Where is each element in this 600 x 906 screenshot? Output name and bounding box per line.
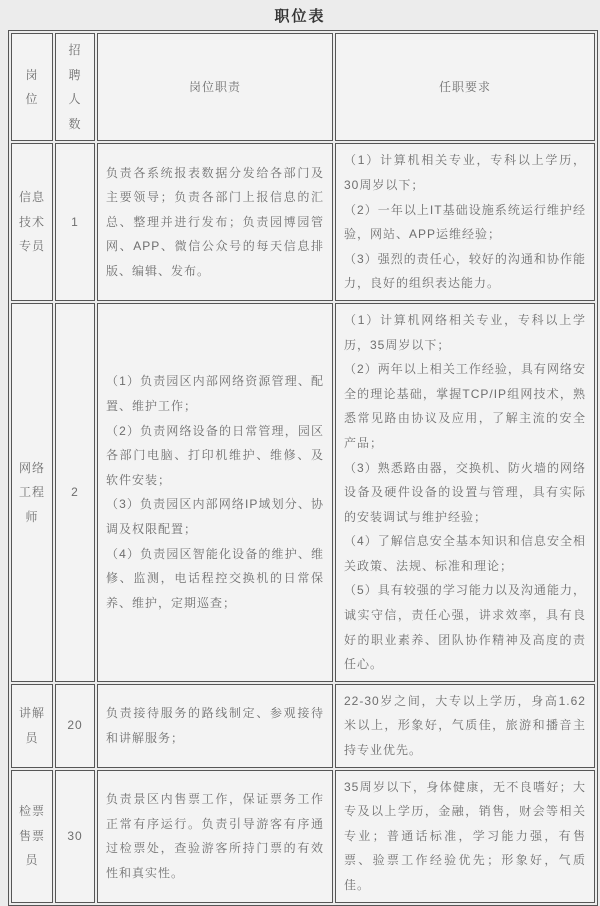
duties-cell: [97, 303, 333, 682]
requirement-paragraph: （4）了解信息安全基本知识和信息安全相关政策、法规、标准和理论；: [344, 534, 586, 573]
duty-paragraph: （1）负责园区内部网络资源管理、配置、维护工作；: [106, 374, 324, 414]
requirements-cell: [335, 143, 595, 301]
table-row: [11, 143, 595, 301]
requirement-paragraph: 22-30岁之间，大专以上学历，身高1.62米以上，形象好，气质佳，旅游和播音主持专业优先。: [344, 693, 586, 758]
duties-cell: [97, 684, 333, 768]
count-cell: 1: [55, 143, 95, 301]
count-cell: 30: [55, 770, 95, 903]
duty-paragraph: 负责各系统报表数据分发给各部门及主要领导；负责各部门上报信息的汇总、整理并进行发布；负责园博园管网、APP、微信公众号的每天信息排版、编辑、发布。: [106, 165, 324, 279]
col-header-requirements: 任职要求: [335, 33, 595, 141]
position-cell: 检票售票员: [11, 770, 53, 903]
requirements-cell: [335, 770, 595, 903]
requirement-paragraph: （3）强烈的责任心，较好的沟通和协作能力，良好的组织表达能力。: [344, 251, 586, 291]
col-header-duties: 岗位职责: [97, 33, 333, 141]
col-header-count: 招聘人数: [55, 33, 95, 141]
position-cell: 网络工程师: [11, 303, 53, 682]
duty-paragraph: （3）负责园区内部网络IP域划分、协调及权限配置；: [106, 497, 324, 536]
positions-table: [8, 30, 598, 906]
requirement-paragraph: （3）熟悉路由器，交换机、防火墙的网络设备及硬件设备的设置与管理，具有实际的安装调试与维护经验；: [344, 460, 586, 524]
duty-paragraph: 负责景区内售票工作，保证票务工作正常有序运行。负责引导游客有序通过检票处，查验游客所持门票的有效性和真实性。: [106, 791, 324, 880]
count-cell: 2: [55, 303, 95, 682]
duty-paragraph: （4）负责园区智能化设备的维护、维修、监测，电话程控交换机的日常保养、维护，定期巡查；: [106, 546, 324, 610]
table-row: [11, 684, 595, 768]
page-title: 职位表: [274, 8, 326, 25]
table-row: [11, 303, 595, 682]
requirement-paragraph: （2）两年以上相关工作经验，具有网络安全的理论基础，掌握TCP/IP组网技术，熟悉常见路由协议及应用，了解主流的安全产品；: [344, 362, 586, 450]
position-cell: 信息技术专员: [11, 143, 53, 301]
requirements-cell: [335, 684, 595, 768]
duty-paragraph: 负责接待服务的路线制定、参观接待和讲解服务；: [106, 706, 324, 745]
requirement-paragraph: （1）计算机网络相关专业，专科以上学历，35周岁以下；: [344, 312, 586, 352]
requirement-paragraph: 35周岁以下，身体健康，无不良嗜好；大专及以上学历，金融，销售，财会等相关专业；普通话标准，学习能力强，有售票、验票工作经验优先；形象好，气质佳。: [344, 779, 586, 892]
duty-paragraph: （2）负责网络设备的日常管理，园区各部门电脑、打印机维护、维修、及软件安装；: [106, 423, 324, 487]
position-cell: 讲解员: [11, 684, 53, 768]
requirements-cell: [335, 303, 595, 682]
requirement-paragraph: （2）一年以上IT基础设施系统运行维护经验，网站、APP运维经验；: [344, 202, 586, 242]
duties-cell: [97, 143, 333, 301]
duties-cell: [97, 770, 333, 903]
requirement-paragraph: （5）具有较强的学习能力以及沟通能力，诚实守信，责任心强，讲求效率，具有良好的职业素养、团队协作精神及高度的责任心。: [344, 583, 586, 672]
count-cell: 20: [55, 684, 95, 768]
requirement-paragraph: （1）计算机相关专业，专科以上学历，30周岁以下；: [344, 153, 586, 192]
header-row: [11, 33, 595, 141]
table-row: [11, 770, 595, 903]
col-header-position: 岗位: [11, 33, 53, 141]
